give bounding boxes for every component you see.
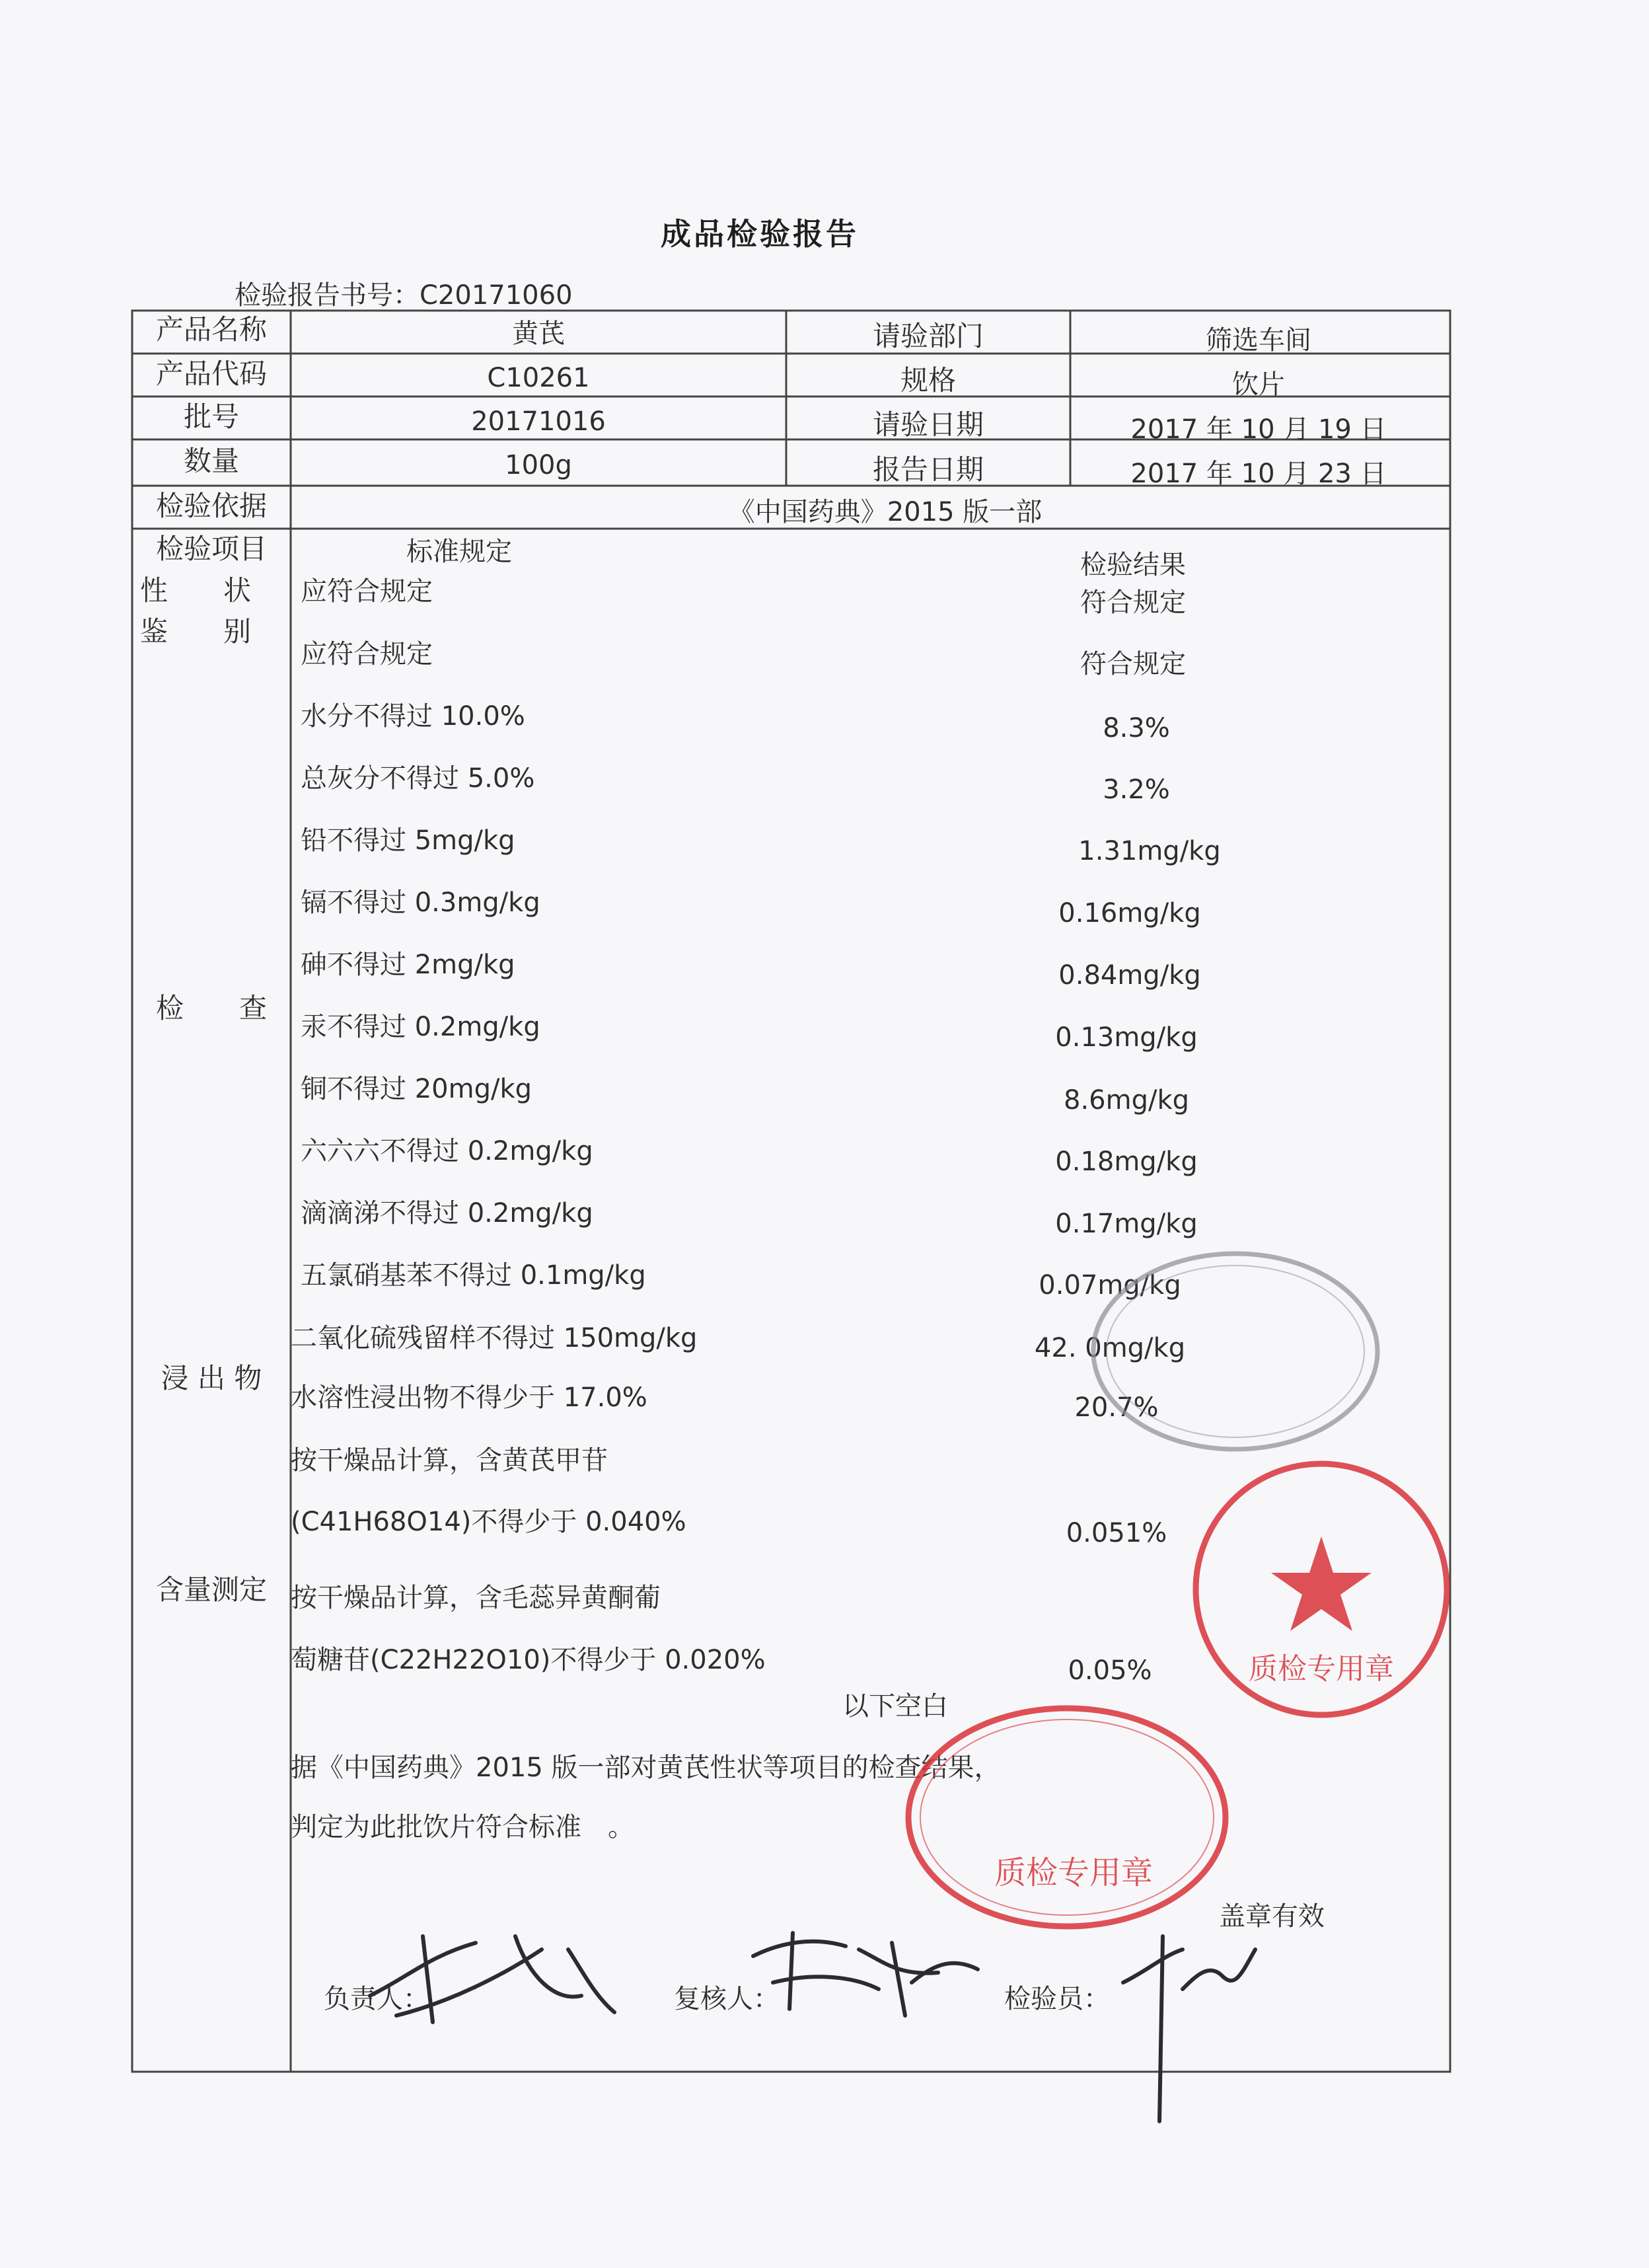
responsible-label: 负责人： — [324, 1984, 429, 2014]
basis-label: 检验依据 — [155, 490, 268, 522]
row-standard: 水溶性浸出物不得少于 17.0% — [291, 1382, 647, 1413]
request-date-value: 2017 年 10 月 19 日 — [1130, 414, 1387, 445]
row-standard: 滴滴涕不得过 0.2mg/kg — [301, 1198, 593, 1228]
row-standard: 应符合规定 — [301, 639, 433, 669]
batch-value: 20171016 — [471, 406, 606, 437]
row-standard: (C41H68O14)不得少于 0.040% — [291, 1507, 686, 1537]
report-date-label: 报告日期 — [872, 453, 984, 486]
faded-stamp — [1083, 1242, 1387, 1460]
request-date-label: 请验日期 — [872, 408, 984, 441]
spec-value: 饮片 — [1232, 369, 1285, 400]
row-result: 0.07mg/kg — [1039, 1270, 1181, 1301]
row-result: 符合规定 — [1080, 649, 1186, 679]
row-standard: 汞不得过 0.2mg/kg — [301, 1012, 540, 1042]
responsible-signature — [370, 1936, 614, 2022]
row-standard: 五氯硝基苯不得过 0.1mg/kg — [301, 1260, 646, 1291]
column-standard-header: 标准规定 — [406, 537, 512, 567]
product-name-label: 产品名称 — [155, 313, 268, 346]
company-seal-yuexing — [1183, 1451, 1460, 1728]
inspector-label: 检验员： — [1004, 1984, 1110, 2014]
column-result-header: 检验结果 — [1080, 550, 1186, 580]
category-identify: 鉴 别 — [140, 615, 252, 648]
row-standard: 水分不得过 10.0% — [301, 701, 525, 732]
row-standard: 砷不得过 2mg/kg — [301, 950, 515, 980]
row-standard: 按干燥品计算，含毛蕊异黄酮葡 — [291, 1583, 661, 1613]
row-result: 3.2% — [1103, 775, 1170, 805]
row-result: 符合规定 — [1080, 587, 1186, 618]
row-result: 20.7% — [1074, 1392, 1159, 1423]
row-standard: 萄糖苷(C22H22O10)不得少于 0.020% — [291, 1645, 766, 1675]
quantity-value: 100g — [505, 450, 572, 480]
product-name-value: 黄芪 — [512, 319, 565, 349]
category-extract: 浸 出 物 — [161, 1362, 262, 1394]
inspector-signature — [1123, 1936, 1255, 2121]
row-result: 0.05% — [1068, 1655, 1152, 1686]
row-standard: 二氧化硫残留样不得过 150mg/kg — [291, 1323, 698, 1353]
row-result: 0.16mg/kg — [1058, 898, 1201, 928]
row-result: 8.3% — [1103, 713, 1170, 743]
row-standard: 铜不得过 20mg/kg — [301, 1074, 532, 1104]
blank-note: 以下空白 — [842, 1691, 948, 1721]
dept-value: 筛选车间 — [1206, 325, 1311, 356]
reviewer-signature — [753, 1933, 978, 2016]
row-standard: 应符合规定 — [301, 576, 433, 607]
row-standard: 总灰分不得过 5.0% — [301, 763, 535, 794]
report-number: 检验报告书号：C20171060 — [235, 280, 573, 311]
row-result: 1.31mg/kg — [1078, 836, 1221, 866]
row-standard: 六六六不得过 0.2mg/kg — [301, 1136, 593, 1166]
category-trait: 性 状 — [140, 574, 252, 607]
row-result: 0.13mg/kg — [1055, 1022, 1198, 1053]
quantity-label: 数量 — [183, 445, 240, 477]
category-check: 检 查 — [155, 992, 268, 1024]
dept-label: 请验部门 — [872, 320, 984, 352]
company-seal-donglian — [895, 1695, 1239, 1940]
product-code-value: C10261 — [487, 363, 590, 393]
row-standard: 按干燥品计算，含黄芪甲苷 — [291, 1445, 608, 1476]
column-item-header: 检验项目 — [155, 533, 268, 565]
report-date-value: 2017 年 10 月 23 日 — [1130, 459, 1387, 489]
row-result: 42. 0mg/kg — [1034, 1333, 1186, 1363]
conclusion-line-1: 据《中国药典》2015 版一部对黄芪性状等项目的检查结果， — [291, 1753, 1001, 1783]
category-assay: 含量测定 — [155, 1573, 268, 1606]
row-standard: 镉不得过 0.3mg/kg — [301, 888, 540, 918]
row-result: 8.6mg/kg — [1064, 1085, 1189, 1115]
reviewer-label: 复核人： — [674, 1984, 780, 2014]
conclusion-line-2: 判定为此批饮片符合标准 。 — [291, 1812, 634, 1842]
row-standard: 铅不得过 5mg/kg — [301, 825, 515, 856]
seal-sub-text-2: 质检专用章 — [994, 1854, 1154, 1891]
batch-label: 批号 — [183, 400, 240, 433]
row-result: 0.17mg/kg — [1055, 1209, 1198, 1239]
seal-sub-text: 质检专用章 — [1249, 1652, 1394, 1686]
basis-value: 《中国药典》2015 版一部 — [728, 497, 1043, 527]
row-result: 0.18mg/kg — [1055, 1147, 1198, 1177]
seal-valid-note: 盖章有效 — [1219, 1901, 1325, 1932]
page-title: 成品检验报告 — [661, 216, 859, 252]
product-code-label: 产品代码 — [155, 358, 268, 390]
spec-label: 规格 — [900, 364, 957, 397]
row-result: 0.051% — [1066, 1518, 1167, 1548]
row-result: 0.84mg/kg — [1058, 960, 1201, 991]
